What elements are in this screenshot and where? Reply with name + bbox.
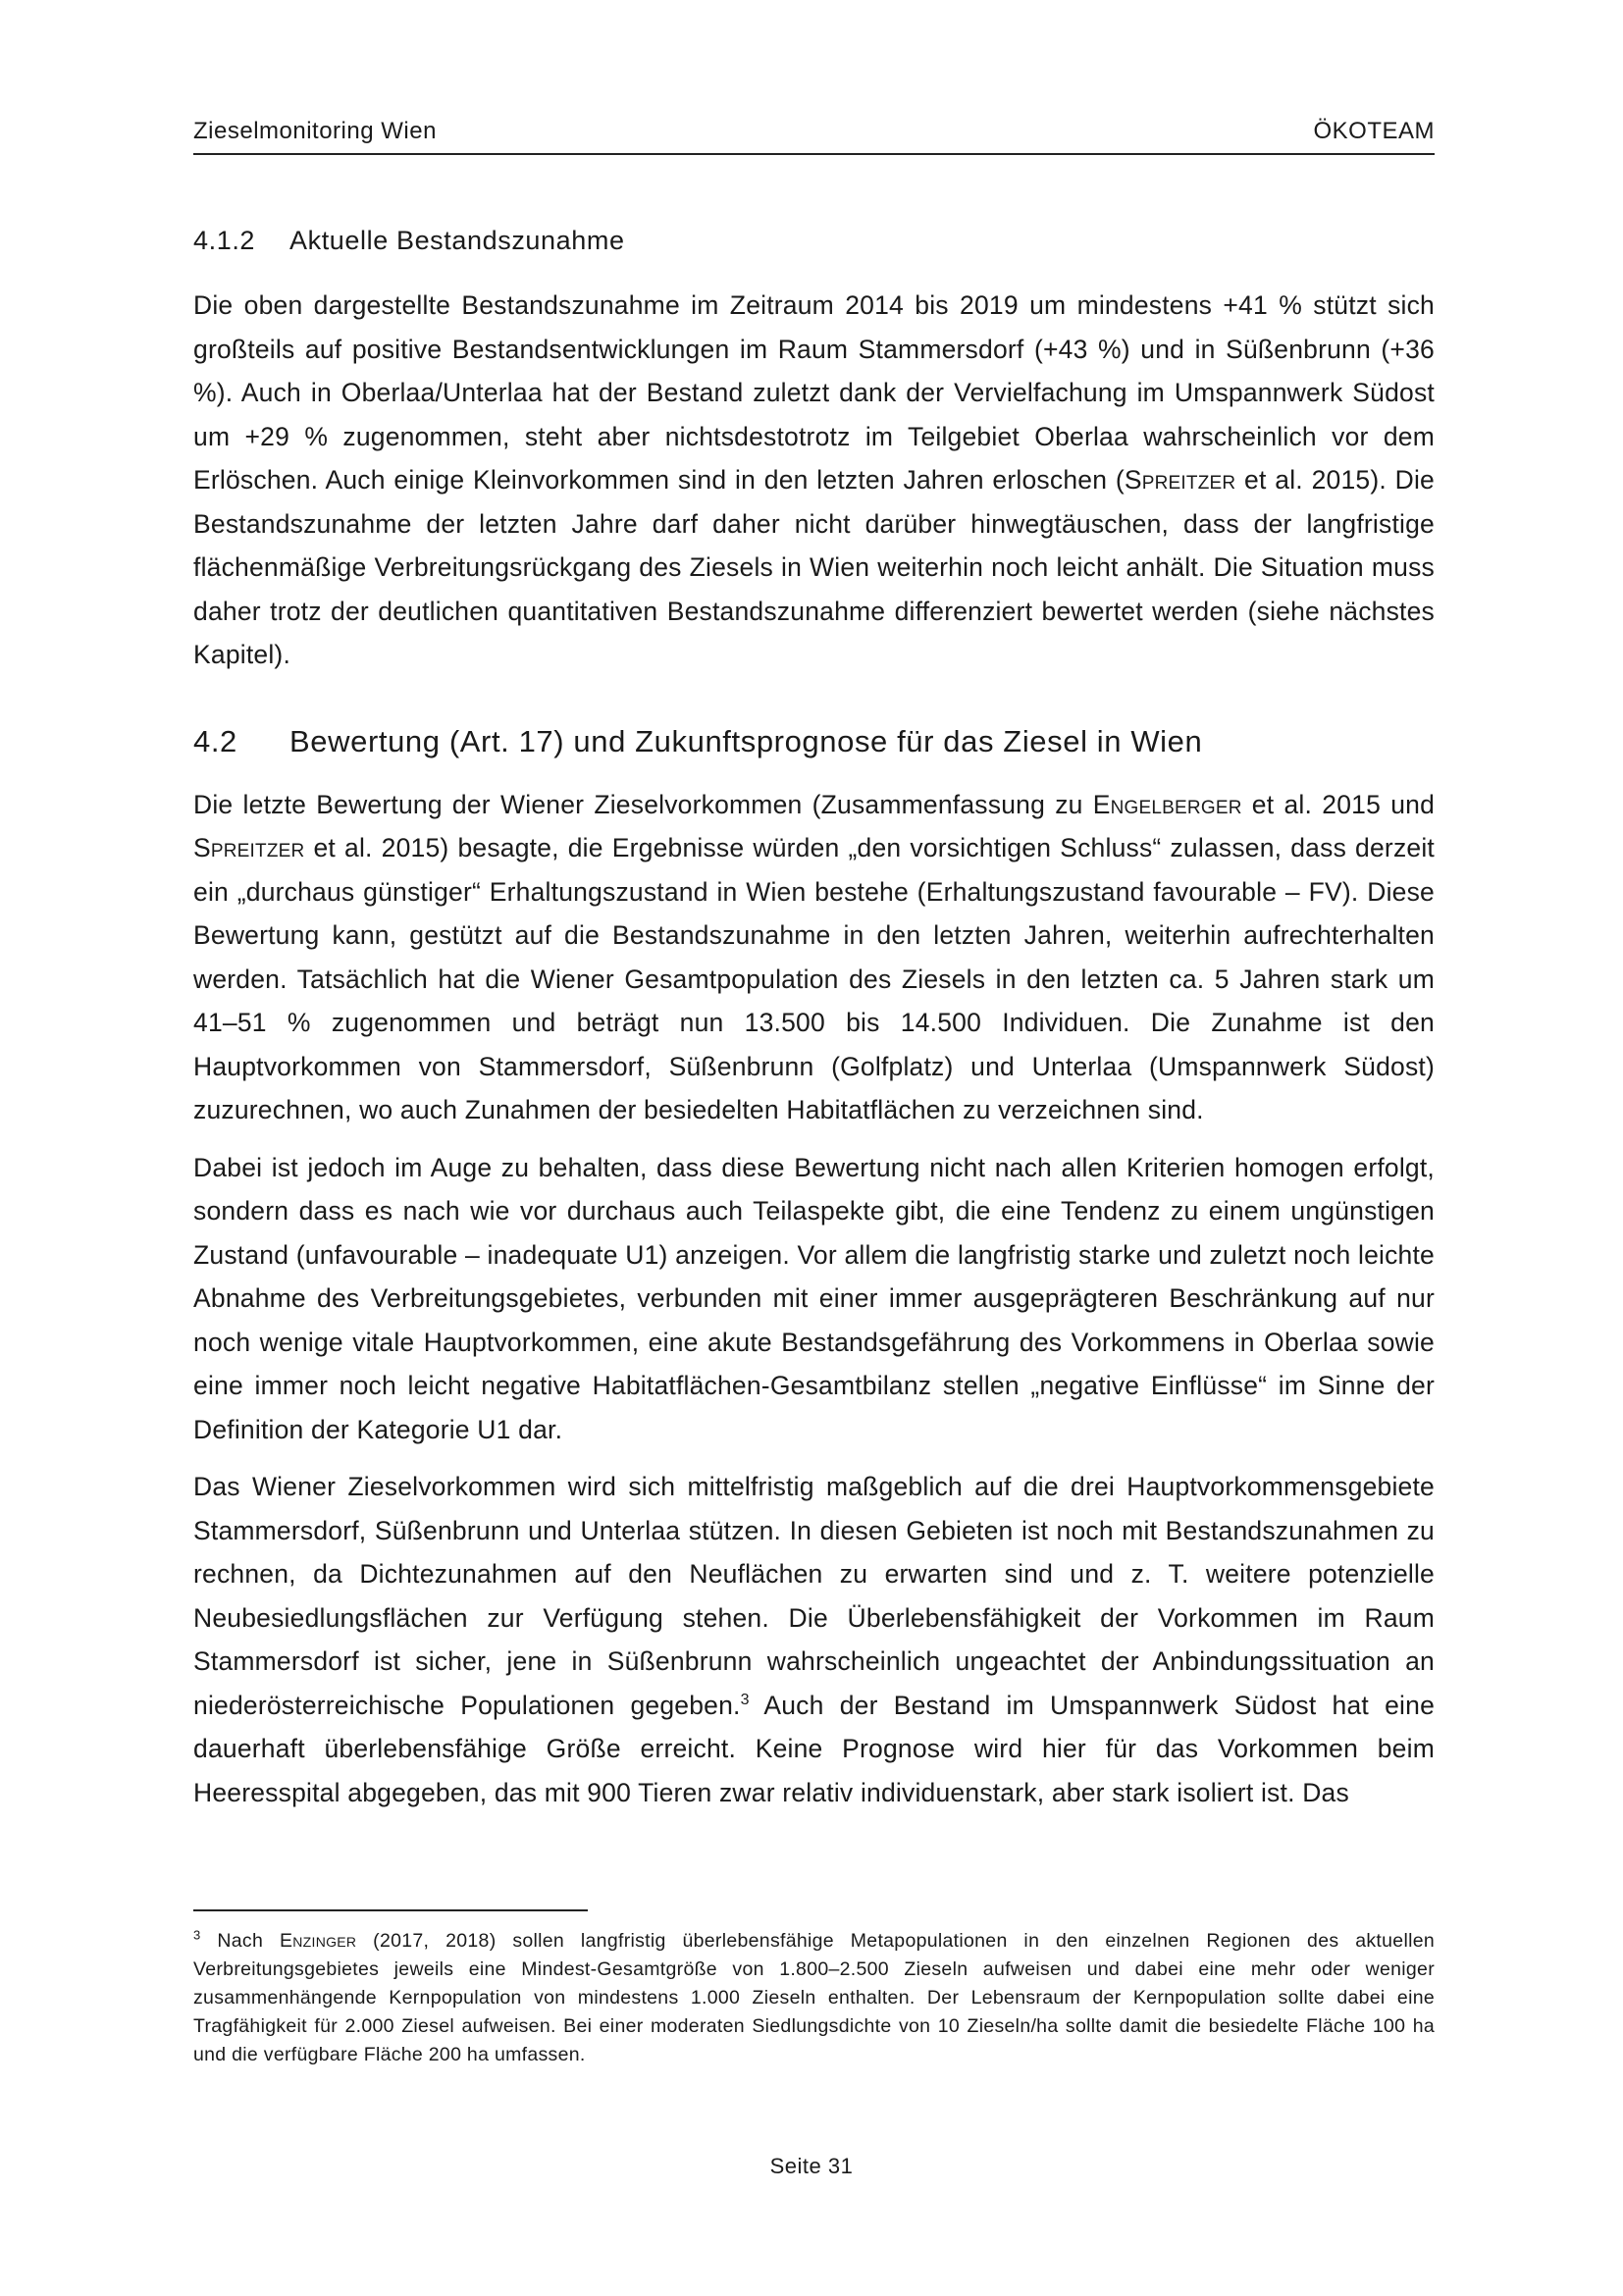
paragraph: Dabei ist jedoch im Auge zu behalten, dass diese Bewertung nicht nach allen Kriterien homogen erfolgt, sondern dass es nach wie vor durchaus auch Teilaspekte gibt, die eine Tendenz zu einem ungünstigen Zustand (unfavourable – inadequate U1) anzeigen. Vor allem die langfristig starke und zuletzt noch leichte Abnahme des Verbreitungsgebietes, verbunden mit einer immer ausgeprägteren Beschränkung auf nur noch wenige vitale Hauptvorkommen, eine akute Bestandsgefährung des Vorkommens in Oberlaa sowie eine immer noch leicht negative Habitatflächen-Gesamtbilanz stellen „negative Einflüsse“ im Sinne der Definition der Kategorie U1 dar.	[193, 1152, 1435, 1444]
page-number: Seite 31	[769, 2154, 854, 2178]
text-run: Auch der Bestand im Umspannwerk Südost hat eine dauerhaft überlebensfähige Größe erreicht. Keine Prognose wird hier für das Vorkommen beim Heeresspital abgegeben, das mit 900 Tieren zwar relativ individuenstark, aber stark isoliert ist. Das	[193, 1690, 1436, 1807]
paragraph	[193, 783, 1435, 1132]
main-content	[193, 226, 1435, 1828]
section-number: 4.1.2	[193, 226, 256, 255]
text-run: et al. 2015 und	[1241, 789, 1436, 819]
text-run: Die oben dargestellte Bestandszunahme im Zeitraum 2014 bis 2019 um mindestens +41 % stützt sich großteils auf positive Bestandsentwicklungen im Raum Stammersdorf (+43 %) und in Süßenbrunn (+36 %). Auch in Oberlaa/Unterlaa hat der Bestand zuletzt dank der Vervielfachung im Umspannwerk Südost um +29 % zugenommen, steht aber nichtsdestotrotz im Teilgebiet Oberlaa wahrscheinlich vor dem Erlöschen. Auch einige Kleinvorkommen sind in den letzten Jahren erloschen (	[193, 290, 1435, 495]
text-run: Das Wiener Zieselvorkommen wird sich mittelfristig maßgeblich auf die drei Hauptvorkommensgebiete Stammersdorf, Süßenbrunn und Unterlaa stützen. In diesen Gebieten ist noch mit Bestandszunahmen zu rechnen, da Dichtezunahmen auf den Neuflächen zu erwarten sind und z. T. weitere potenzielle Neubesiedlungsflächen zur Verfügung stehen. Die Überlebensfähigkeit der Vorkommen im Raum Stammersdorf ist sicher, jene in Süßenbrunn wahrscheinlich ungeachtet der Anbindungssituation an niederösterreichische Populationen gegeben.	[193, 1472, 1435, 1720]
text-run: Die letzte Bewertung der Wiener Zieselvorkommen (Zusammenfassung zu	[193, 789, 1093, 819]
paragraph	[193, 1465, 1435, 1814]
section-title: Bewertung (Art. 17) und Zukunftsprognose für das Ziesel in Wien	[289, 723, 1203, 758]
author-citation: Spreitzer	[193, 833, 305, 862]
section-heading-4-1-2	[193, 226, 1435, 256]
footnote-separator	[193, 1909, 588, 1911]
text-run: et al. 2015). Die Bestandszunahme der letzten Jahre darf daher nicht darüber hinwegtäuschen, dass der langfristige flächenmäßige Verbreitungsrückgang des Ziesels in Wien weiterhin noch leicht anhält. Die Situation muss daher trotz der deutlichen quantitativen Bestandszunahme differenziert bewertet werden (siehe nächstes Kapitel).	[193, 465, 1435, 669]
author-citation: Spreitzer	[1124, 465, 1236, 495]
header-title: Zieselmonitoring Wien	[193, 118, 437, 144]
paragraph	[193, 284, 1435, 677]
author-citation: Engelberger	[1092, 789, 1242, 819]
page-header	[193, 116, 1435, 155]
footnote-number: 3	[193, 1927, 201, 1943]
text-run: (2017, 2018) sollen langfristig überlebensfähige Metapopulationen in den einzelnen Regionen des aktuellen Verbreitungsgebietes jeweils eine Mindest-Gesamtgröße von 1.800–2.500 Zieseln aufweisen und dabei eine mehr oder weniger zusammenhängende Kernpopulation von mindestens 1.000 Zieseln enthalten. Der Lebensraum der Kernpopulation sollte dabei eine Tragfähigkeit für 2.000 Ziesel aufweisen. Bei einer moderaten Siedlungsdichte von 10 Zieseln/ha sollte damit die besiedelte Fläche 100 ha und die verfügbare Fläche 200 ha umfassen.	[193, 1930, 1435, 2065]
text-run: Nach	[200, 1930, 280, 1952]
author-citation: Enzinger	[279, 1930, 357, 1952]
footnote	[193, 1927, 1435, 2069]
footnote-reference[interactable]: 3	[740, 1691, 750, 1708]
section-title: Aktuelle Bestandszunahme	[289, 226, 625, 255]
header-organization: ÖKOTEAM	[1313, 118, 1435, 144]
text-run: et al. 2015) besagte, die Ergebnisse würden „den vorsichtigen Schluss“ zulassen, dass derzeit ein „durchaus günstiger“ Erhaltungszustand in Wien bestehe (Erhaltungszustand favourable – FV). Diese Bewertung kann, gestützt auf die Bestandszunahme in den letzten Jahren, weiterhin aufrechterhalten werden. Tatsächlich hat die Wiener Gesamtpopulation des Ziesels in den letzten ca. 5 Jahren stark um 41–51 % zugenommen und beträgt nun 13.500 bis 14.500 Individuen. Die Zunahme ist den Hauptvorkommen von Stammersdorf, Süßenbrunn (Golfplatz) und Unterlaa (Umspannwerk Südost) zuzurechnen, wo auch Zunahmen der besiedelten Habitatflächen zu verzeichnen sind.	[193, 833, 1435, 1124]
section-heading-4-2	[193, 724, 1435, 759]
section-number: 4.2	[193, 723, 237, 758]
